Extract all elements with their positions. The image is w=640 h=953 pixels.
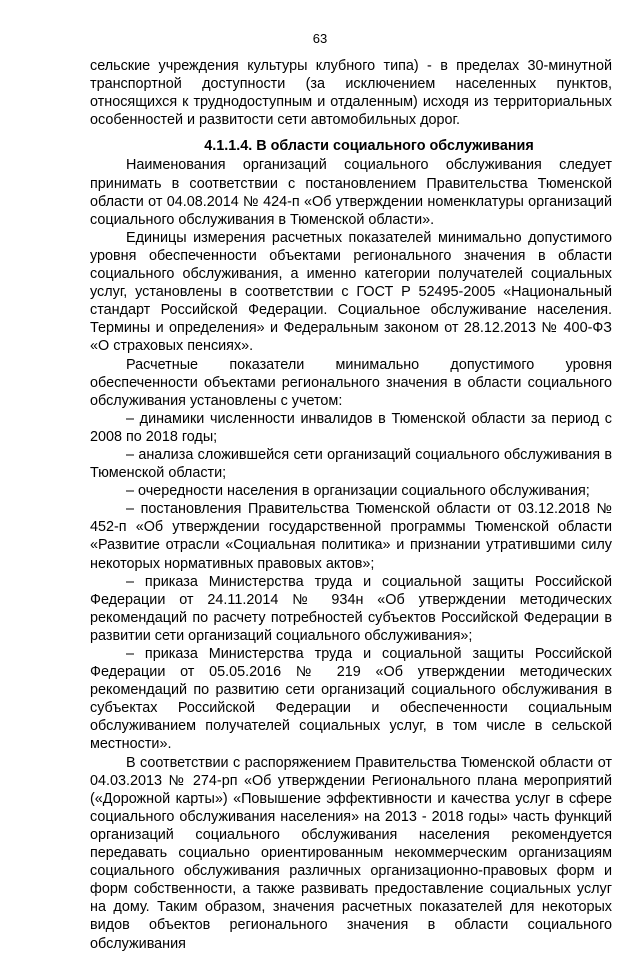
list-item: – очередности населения в организации социального обслуживания; xyxy=(126,483,590,500)
section-heading: 4.1.1.4. В области социального обслуживания xyxy=(204,138,534,155)
list-item: – анализа сложившейся сети организаций социального обслуживания в Тюменской области; xyxy=(90,446,612,482)
list-item: – постановления Правительства Тюменской области от 03.12.2018 № 452-п «Об утверждении государственной программы Тюменской области «Развитие отрасли «Социальная политика» и признании утратившими силу некоторых нормативных правовых актов»; xyxy=(90,501,612,572)
document-body xyxy=(90,57,612,953)
list-item: – приказа Министерства труда и социальной защиты Российской Федерации от 05.05.2016 № 219 «Об утверждении методических рекомендаций по развитию сети организаций социального обслуживания в субъектах Российской Федерации и обеспеченности социальным обслуживанием получателей социальных услуг, в том числе в сельской местности». xyxy=(90,646,612,753)
paragraph-continuation: сельские учреждения культуры клубного типа) - в пределах 30-минутной транспортной доступности (за исключением населенных пунктов, относящихся к труднодоступным и отдаленным) исходя из территориальных особенностей и развитости сети автомобильных дорог. xyxy=(90,58,612,129)
paragraph: В соответствии с распоряжением Правительства Тюменской области от 04.03.2013 № 274-рп «Об утверждении Регионального плана мероприятий («Дорожной карты») «Повышение эффективности и качества услуг в сфере социального обслуживания населения» на 2013 - 2018 годы» часть функций организаций социального обслуживания населения рекомендуется передавать социально ориентированным некоммерческим организациям социального обслуживания различных организационно-правовых форм и форм собственности, а также развивать предоставление социальных услуг на дому. Таким образом, значения расчетных показателей для некоторых видов объектов регионального значения в области социального обслуживания xyxy=(90,754,612,952)
paragraph: Расчетные показатели минимально допустимого уровня обеспеченности объектами регионального значения в области социального обслуживания установлены с учетом: xyxy=(90,356,612,409)
page-number: 63 xyxy=(312,31,328,46)
list-item: – динамики численности инвалидов в Тюменской области за период с 2008 по 2018 годы; xyxy=(90,410,612,445)
list-item: – приказа Министерства труда и социальной защиты Российской Федерации от 24.11.2014 № 934н «Об утверждении методических рекомендаций по расчету потребностей субъектов Российской Федерации в развитии сети организаций социального обслуживания»; xyxy=(90,573,612,644)
paragraph: Наименования организаций социального обслуживания следует принимать в соответствии с постановлением Правительства Тюменской области от 04.08.2014 № 424-п «Об утверждении номенклатуры организаций социального обслуживания в Тюменской области». xyxy=(90,157,612,228)
paragraph: Единицы измерения расчетных показателей минимально допустимого уровня обеспеченности объектами регионального значения в области социального обслуживания, а именно категории получателей социальных услуг, установлены в соответствии с ГОСТ Р 52495-2005 «Национальный стандарт Российской Федерации. Социальное обслуживание населения. Термины и определения» и Федеральным законом от 28.12.2013 № 400-ФЗ «О страховых пенсиях». xyxy=(90,229,612,355)
